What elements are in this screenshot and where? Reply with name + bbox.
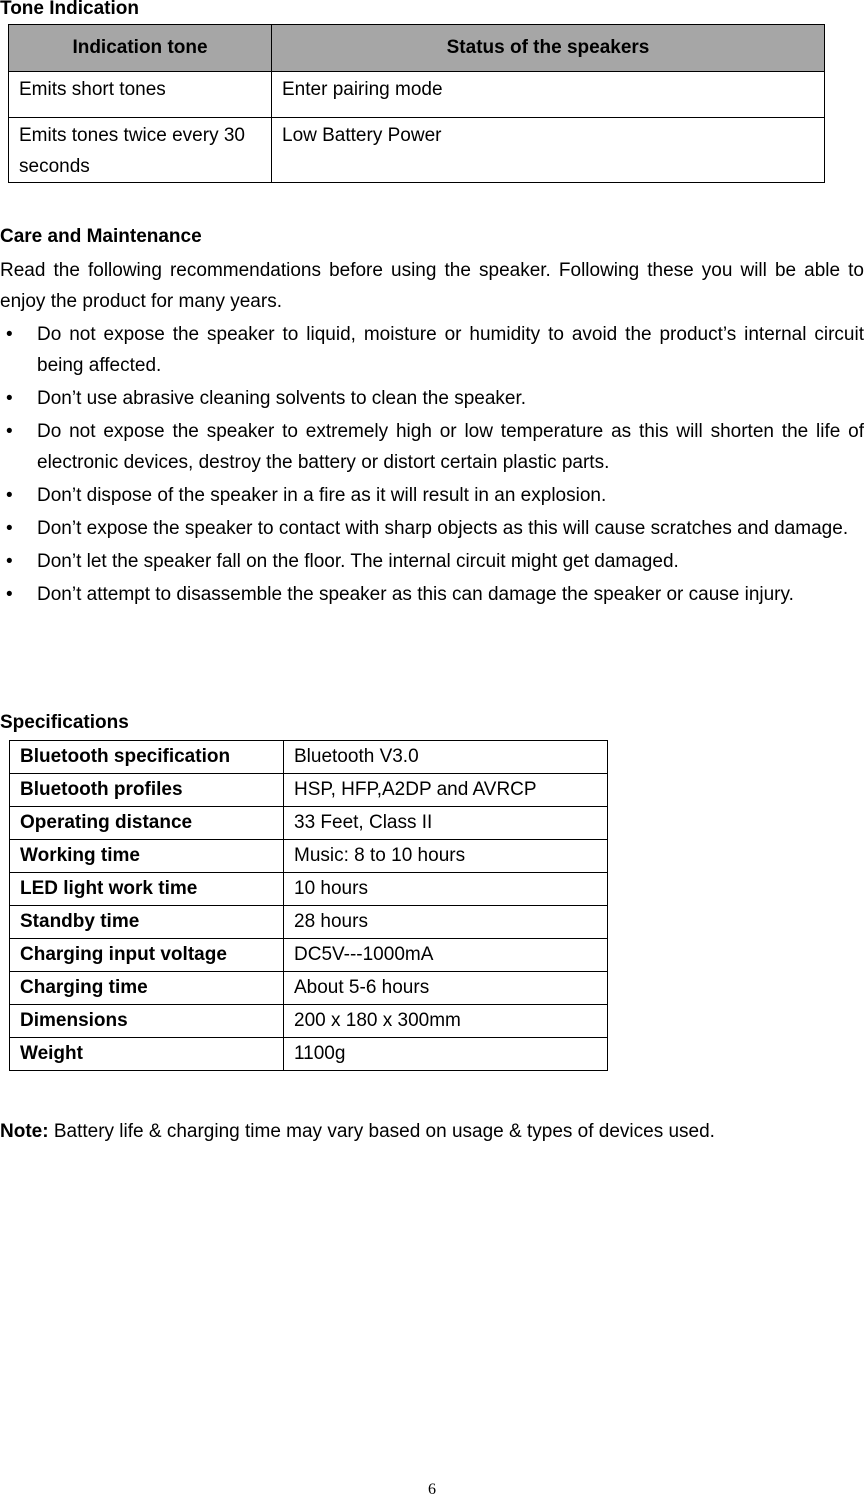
header-indication-tone: Indication tone xyxy=(9,25,272,72)
list-item xyxy=(0,383,864,414)
header-status: Status of the speakers xyxy=(272,25,825,72)
page-number: 6 xyxy=(428,1481,436,1498)
tone-indication-table xyxy=(8,24,825,183)
table-row xyxy=(9,72,825,118)
spec-key: Dimensions xyxy=(10,1005,284,1038)
table-row xyxy=(10,906,608,939)
table-row xyxy=(10,939,608,972)
specifications-table xyxy=(9,740,608,1071)
list-item-text: Don’t dispose of the speaker in a fire as it will result in an explosion. xyxy=(37,485,607,506)
table-row xyxy=(10,840,608,873)
table-row xyxy=(10,972,608,1005)
spec-key: Working time xyxy=(10,840,284,873)
spec-key: Bluetooth profiles xyxy=(10,774,284,807)
spec-key: Bluetooth specification xyxy=(10,741,284,774)
list-item-text: Don’t use abrasive cleaning solvents to clean the speaker. xyxy=(37,388,527,409)
list-item xyxy=(0,579,864,610)
list-item xyxy=(0,546,864,577)
status-cell: Low Battery Power xyxy=(272,118,825,183)
spec-value: 28 hours xyxy=(284,906,608,939)
spec-value: 33 Feet, Class II xyxy=(284,807,608,840)
specifications-title: Specifications xyxy=(0,712,129,733)
spec-key: Charging input voltage xyxy=(10,939,284,972)
spec-value: Music: 8 to 10 hours xyxy=(284,840,608,873)
spec-key: LED light work time xyxy=(10,873,284,906)
spec-value: 200 x 180 x 300mm xyxy=(284,1005,608,1038)
tone-cell: Emits short tones xyxy=(9,72,272,118)
bullet-icon: • xyxy=(6,584,13,605)
tone-cell: Emits tones twice every 30 seconds xyxy=(9,118,272,183)
spec-key: Weight xyxy=(10,1038,284,1071)
table-row xyxy=(10,1038,608,1071)
table-row xyxy=(10,807,608,840)
care-intro-paragraph: Read the following recommendations before using the speaker. Following these you will be able to enjoy the product for many years. xyxy=(0,260,864,312)
table-header-row xyxy=(9,25,825,72)
note-paragraph xyxy=(0,1121,715,1143)
list-item-text: Don’t attempt to disassemble the speaker as this can damage the speaker or cause injury. xyxy=(37,584,794,605)
spec-value: HSP, HFP,A2DP and AVRCP xyxy=(284,774,608,807)
care-maintenance-title: Care and Maintenance xyxy=(0,226,202,247)
spec-key: Charging time xyxy=(10,972,284,1005)
bullet-icon: • xyxy=(6,551,13,572)
list-item-text: Don’t let the speaker fall on the floor. The internal circuit might get damaged. xyxy=(37,551,679,572)
status-cell: Enter pairing mode xyxy=(272,72,825,118)
spec-key: Standby time xyxy=(10,906,284,939)
table-row xyxy=(10,741,608,774)
list-item xyxy=(0,513,864,544)
spec-value: 1100g xyxy=(284,1038,608,1071)
bullet-icon: • xyxy=(6,388,13,409)
spec-key: Operating distance xyxy=(10,807,284,840)
list-item-text: Don’t expose the speaker to contact with sharp objects as this will cause scratches and damage. xyxy=(37,518,849,539)
list-item-text: Do not expose the speaker to extremely high or low temperature as this will shorten the life of electronic devices, destroy the battery or distort certain plastic parts. xyxy=(37,421,864,473)
bullet-icon: • xyxy=(6,485,13,506)
spec-value: Bluetooth V3.0 xyxy=(284,741,608,774)
bullet-icon: • xyxy=(6,518,13,539)
spec-value: 10 hours xyxy=(284,873,608,906)
table-row xyxy=(9,118,825,183)
list-item-text: Do not expose the speaker to liquid, moisture or humidity to avoid the product’s internal circuit being affected. xyxy=(37,324,864,376)
spec-value: About 5-6 hours xyxy=(284,972,608,1005)
table-row xyxy=(10,1005,608,1038)
note-label: Note: xyxy=(0,1121,49,1142)
note-text: Battery life & charging time may vary based on usage & types of devices used. xyxy=(48,1121,715,1142)
bullet-icon: • xyxy=(6,421,13,442)
tone-indication-title: Tone Indication xyxy=(0,0,139,19)
table-row xyxy=(10,873,608,906)
bullet-icon: • xyxy=(6,324,13,345)
list-item xyxy=(0,416,864,478)
list-item xyxy=(0,319,864,381)
spec-value: DC5V---1000mA xyxy=(284,939,608,972)
care-list xyxy=(0,319,864,612)
list-item xyxy=(0,480,864,511)
table-row xyxy=(10,774,608,807)
